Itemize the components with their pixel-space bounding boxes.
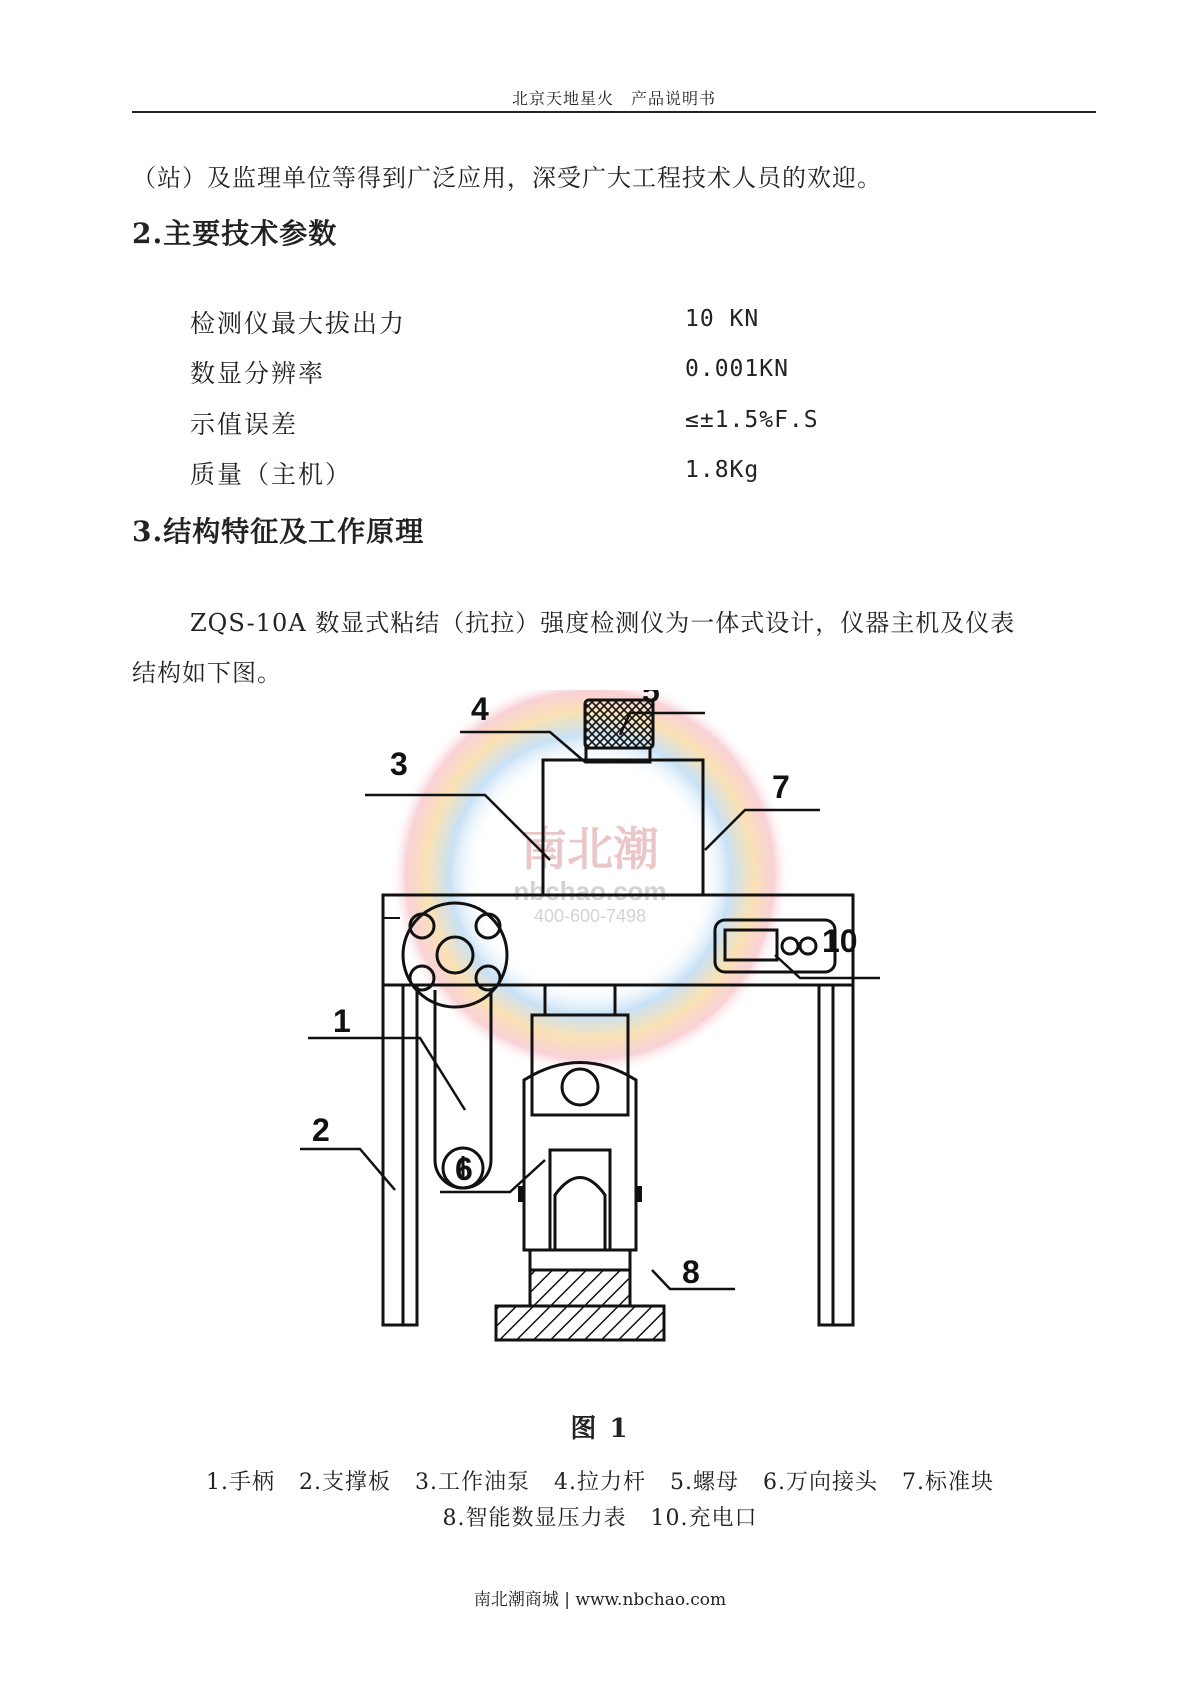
callout-4: 4 (471, 691, 489, 727)
section-3-paragraph-line1: ZQS-10A 数显式粘结（抗拉）强度检测仪为一体式设计，仪器主机及仪表 (190, 609, 1016, 637)
gauge-button (782, 938, 798, 954)
left-leg-outer (383, 985, 403, 1325)
spec-label-error: 示值误差 (190, 410, 299, 439)
spec-label-max-force: 检测仪最大拔出力 (190, 309, 407, 338)
watermark-phone: 400-600-7498 (533, 906, 647, 926)
right-leg-inner (819, 985, 833, 1325)
section-2-heading: 2.主要技术参数 (132, 217, 338, 250)
callout-5: 5 (642, 690, 660, 709)
charging-port (800, 938, 816, 954)
universal-joint-body (524, 1063, 636, 1251)
header-rule (132, 111, 1096, 113)
page-footer: 南北潮商城 | www.nbchao.com (473, 1590, 727, 1610)
page-header: 北京天地星火 产品说明书 (511, 89, 716, 108)
callout-7: 8 (682, 1254, 700, 1290)
spec-value-resolution: 0.001KN (685, 356, 789, 382)
callout-10: 10 (822, 923, 858, 959)
callout-3: 3 (390, 746, 408, 782)
joint-bracket (636, 1186, 642, 1202)
spec-value-mass: 1.8Kg (685, 457, 760, 483)
joint-fork (550, 1150, 610, 1250)
spec-label-resolution: 数显分辨率 (190, 359, 326, 388)
callout-8: 7 (772, 769, 790, 805)
callout-6: 6 (455, 1151, 473, 1187)
leader-1 (308, 1038, 465, 1110)
standard-block-top (530, 1270, 630, 1306)
watermark-site: nbchao.com (513, 876, 667, 906)
leader-2 (300, 1149, 395, 1190)
figure-caption: 图 1 (570, 1414, 630, 1444)
section-3-heading: 3.结构特征及工作原理 (132, 515, 425, 548)
callout-2: 2 (312, 1112, 330, 1148)
joint-bracket (518, 1186, 524, 1202)
joint-inner (555, 1178, 605, 1251)
section-3-paragraph-line2: 结构如下图。 (132, 659, 282, 687)
watermark-brand: 南北潮 (521, 822, 659, 876)
left-leg-inner (403, 985, 417, 1325)
standard-block-base (496, 1306, 664, 1340)
figure-legend-line1: 1.手柄 2.支撑板 3.工作油泵 4.拉力杆 5.螺母 6.万向接头 7.标准块 (206, 1470, 994, 1495)
spec-label-mass: 质量（主机） (190, 460, 353, 489)
intro-paragraph-tail: （站）及监理单位等得到广泛应用，深受广大工程技术人员的欢迎。 (132, 164, 882, 192)
figure-legend-line2: 8.智能数显压力表 10.充电口 (442, 1506, 758, 1531)
right-leg-outer (833, 985, 853, 1325)
device-diagram (300, 690, 920, 1400)
joint-base (530, 1250, 630, 1270)
callout-1: 1 (333, 1003, 351, 1039)
spec-value-error: ≤±1.5%F.S (685, 407, 819, 433)
figure-1-diagram (300, 690, 920, 1400)
spec-value-max-force: 10 KN (685, 306, 760, 332)
